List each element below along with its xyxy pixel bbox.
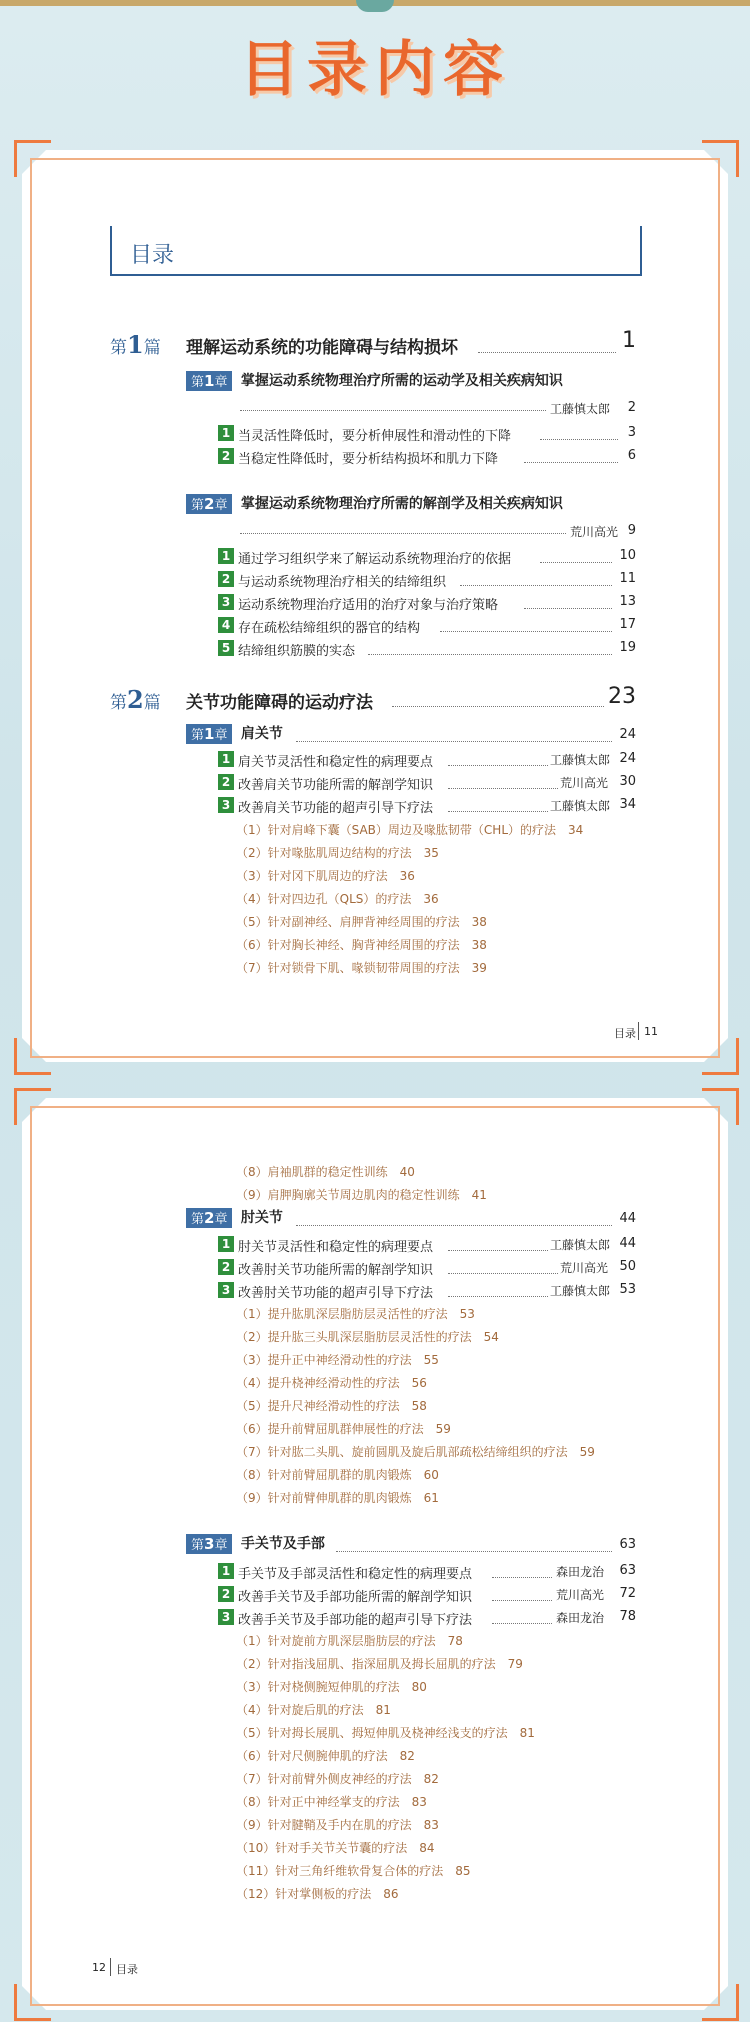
page-footer-divider (110, 1958, 111, 1976)
subsection-item: （4）提升桡神经滑动性的疗法 56 (236, 1376, 427, 1390)
subsection-item: （5）提升尺神经滑动性的疗法 58 (236, 1399, 427, 1413)
toc-leader (524, 462, 618, 463)
section-author: 森田龙治 (556, 1565, 605, 1579)
chapter-badge: 第2章 (186, 494, 232, 514)
subsection-item: （5）针对拇长展肌、拇短伸肌及桡神经浅支的疗法 81 (236, 1726, 535, 1740)
section-title: 改善手关节及手部功能所需的解剖学知识 (238, 1590, 473, 1605)
subsection-item: （10）针对手关节关节囊的疗法 84 (236, 1841, 435, 1855)
toc-leader (540, 439, 618, 440)
chapter-title: 掌握运动系统物理治疗所需的解剖学及相关疾病知识 (240, 496, 563, 512)
section-page-number: 53 (619, 1282, 636, 1297)
page-footer-divider (638, 1022, 639, 1040)
toc-leader (460, 585, 612, 586)
section-page-number: 30 (619, 774, 636, 789)
subsection-item: （9）肩胛胸廓关节周边肌肉的稳定性训练 41 (236, 1188, 487, 1202)
chapter-title: 掌握运动系统物理治疗所需的运动学及相关疾病知识 (240, 373, 563, 389)
section-number-badge: 2 (218, 571, 234, 587)
chapter-heading (186, 370, 563, 391)
section-page-number: 24 (619, 751, 636, 766)
section-number-badge: 3 (218, 1609, 234, 1625)
subsection-item: （8）针对正中神经掌支的疗法 83 (236, 1795, 427, 1809)
section-number-badge: 2 (218, 448, 234, 464)
section-page-number: 63 (619, 1563, 636, 1578)
chapter-title: 肘关节 (240, 1210, 283, 1226)
subsection-item: （6）针对胸长神经、胸背神经周围的疗法 38 (236, 938, 487, 952)
chapter-heading (186, 1533, 325, 1554)
chapter-page-number: 63 (619, 1537, 636, 1552)
corner-bracket (14, 1038, 51, 1075)
corner-bracket (702, 1038, 739, 1075)
section-title: 改善手关节及手部功能的超声引导下疗法 (238, 1613, 473, 1628)
subsection-item: （7）针对锁骨下肌、喙锁韧带周围的疗法 39 (236, 961, 487, 975)
toc-leader (392, 706, 604, 707)
chapter-badge: 第2章 (186, 1208, 232, 1228)
section-number-badge: 2 (218, 1586, 234, 1602)
section-page-number: 13 (619, 594, 636, 609)
section-page-number: 3 (627, 425, 636, 440)
part-page-number: 23 (608, 684, 636, 709)
toc-leader (448, 765, 548, 766)
corner-bracket (14, 140, 51, 177)
toc-leader (240, 533, 566, 534)
page-footer-label: 目录 (614, 1027, 636, 1040)
section-title: 改善肩关节功能的超声引导下疗法 (238, 801, 434, 816)
toc-leader (336, 1551, 612, 1552)
section-title: 通过学习组织学来了解运动系统物理治疗的依据 (238, 552, 512, 567)
subsection-item: （1）提升肱肌深层脂肪层灵活性的疗法 53 (236, 1307, 475, 1321)
page-footer-number: 12 (92, 1961, 106, 1974)
part-title: 关节功能障碍的运动疗法 (186, 693, 373, 713)
subsection-item: （11）针对三角纤维软骨复合体的疗法 85 (236, 1864, 471, 1878)
section-page-number: 6 (627, 448, 636, 463)
section-title: 当稳定性降低时，要分析结构损坏和肌力下降 (238, 452, 499, 467)
chapter-heading (186, 493, 563, 514)
section-title: 改善肘关节功能的超声引导下疗法 (238, 1286, 434, 1301)
subsection-item: （1）针对肩峰下囊（SAB）周边及喙肱韧带（CHL）的疗法 34 (236, 823, 584, 837)
section-page-number: 50 (619, 1259, 636, 1274)
section-author: 工藤慎太郎 (550, 1284, 611, 1298)
section-author: 工藤慎太郎 (550, 1238, 611, 1252)
corner-bracket (702, 1088, 739, 1125)
corner-bracket (702, 1984, 739, 2021)
chapter-page-number: 2 (627, 400, 636, 415)
chapter-title: 手关节及手部 (240, 1536, 325, 1552)
toc-leader (492, 1577, 552, 1578)
section-number-badge: 3 (218, 797, 234, 813)
subsection-item: （2）针对喙肱肌周边结构的疗法 35 (236, 846, 439, 860)
section-author: 工藤慎太郎 (550, 799, 611, 813)
section-author: 荒川高光 (556, 1588, 605, 1602)
part-title: 理解运动系统的功能障碍与结构损坏 (186, 338, 458, 358)
toc-leader (448, 788, 558, 789)
section-page-number: 44 (619, 1236, 636, 1251)
section-title: 存在疏松结缔组织的器官的结构 (238, 621, 421, 636)
section-number-badge: 5 (218, 640, 234, 656)
toc-leader (440, 631, 612, 632)
toc-leader (492, 1623, 552, 1624)
page-footer-number: 11 (644, 1025, 658, 1038)
toc-leader (478, 352, 616, 353)
toc-leader (492, 1600, 552, 1601)
section-number-badge: 2 (218, 1259, 234, 1275)
toc-leader (448, 1273, 558, 1274)
chapter-heading (186, 1207, 283, 1228)
section-title: 肘关节灵活性和稳定性的病理要点 (238, 1240, 434, 1255)
subsection-item: （3）提升正中神经滑动性的疗法 55 (236, 1353, 439, 1367)
subsection-item: （4）针对四边孔（QLS）的疗法 36 (236, 892, 439, 906)
subsection-item: （2）针对指浅屈肌、指深屈肌及拇长屈肌的疗法 79 (236, 1657, 523, 1671)
chapter-title: 肩关节 (240, 726, 283, 742)
section-page-number: 17 (619, 617, 636, 632)
toc-header-title: 目录 (130, 243, 175, 268)
part-page-number: 1 (622, 328, 636, 353)
subsection-item: （4）针对旋后肌的疗法 81 (236, 1703, 391, 1717)
section-page-number: 11 (619, 571, 636, 586)
page-footer-label: 目录 (116, 1963, 138, 1976)
toc-leader (524, 608, 612, 609)
toc-leader (448, 811, 548, 812)
section-number-badge: 1 (218, 1236, 234, 1252)
section-author: 荒川高光 (560, 1261, 609, 1275)
top-decoration-dot (356, 0, 394, 12)
toc-leader (296, 741, 612, 742)
chapter-author: 工藤慎太郎 (550, 402, 611, 416)
section-title: 与运动系统物理治疗相关的结缔组织 (238, 575, 447, 590)
section-number-badge: 2 (218, 774, 234, 790)
subsection-item: （3）针对桡侧腕短伸肌的疗法 80 (236, 1680, 427, 1694)
section-title: 改善肘关节功能所需的解剖学知识 (238, 1263, 434, 1278)
part-label: 第2篇 (110, 685, 161, 714)
subsection-item: （3）针对冈下肌周边的疗法 36 (236, 869, 415, 883)
subsection-item: （8）针对前臂屈肌群的肌肉锻炼 60 (236, 1468, 439, 1482)
chapter-badge: 第1章 (186, 371, 232, 391)
section-title: 改善肩关节功能所需的解剖学知识 (238, 778, 434, 793)
subsection-item: （12）针对掌侧板的疗法 86 (236, 1887, 399, 1901)
corner-bracket (702, 140, 739, 177)
section-number-badge: 1 (218, 751, 234, 767)
section-title: 当灵活性降低时，要分析伸展性和滑动性的下降 (238, 429, 512, 444)
toc-leader (240, 410, 546, 411)
chapter-page-number: 9 (627, 523, 636, 538)
section-page-number: 78 (619, 1609, 636, 1624)
subsection-item: （6）提升前臂屈肌群伸展性的疗法 59 (236, 1422, 451, 1436)
subsection-item: （9）针对腱鞘及手内在肌的疗法 83 (236, 1818, 439, 1832)
toc-leader (448, 1250, 548, 1251)
chapter-badge: 第1章 (186, 724, 232, 744)
section-page-number: 19 (619, 640, 636, 655)
subsection-item: （7）针对前臂外侧皮神经的疗法 82 (236, 1772, 439, 1786)
section-number-badge: 1 (218, 425, 234, 441)
corner-bracket (14, 1088, 51, 1125)
chapter-page-number: 44 (619, 1211, 636, 1226)
banner-title: 目录内容 (239, 35, 511, 105)
subsection-item: （2）提升肱三头肌深层脂肪层灵活性的疗法 54 (236, 1330, 499, 1344)
section-number-badge: 1 (218, 1563, 234, 1579)
section-number-badge: 4 (218, 617, 234, 633)
subsection-item: （5）针对副神经、肩胛背神经周围的疗法 38 (236, 915, 487, 929)
chapter-page-number: 24 (619, 727, 636, 742)
section-title: 手关节及手部灵活性和稳定性的病理要点 (238, 1567, 473, 1582)
section-page-number: 72 (619, 1586, 636, 1601)
section-title: 肩关节灵活性和稳定性的病理要点 (238, 755, 434, 770)
section-title: 运动系统物理治疗适用的治疗对象与治疗策略 (238, 598, 499, 613)
section-page-number: 10 (619, 548, 636, 563)
toc-leader (540, 562, 612, 563)
subsection-item: （1）针对旋前方肌深层脂肪层的疗法 78 (236, 1634, 463, 1648)
chapter-badge: 第3章 (186, 1534, 232, 1554)
chapter-author: 荒川高光 (570, 525, 619, 539)
toc-leader (448, 1296, 548, 1297)
toc-leader (368, 654, 612, 655)
section-author: 工藤慎太郎 (550, 753, 611, 767)
subsection-item: （6）针对尺侧腕伸肌的疗法 82 (236, 1749, 415, 1763)
section-page-number: 34 (619, 797, 636, 812)
section-title: 结缔组织筋膜的实态 (238, 644, 356, 659)
toc-header-box (110, 226, 642, 276)
toc-leader (296, 1225, 612, 1226)
part-label: 第1篇 (110, 330, 161, 359)
section-number-badge: 3 (218, 594, 234, 610)
subsection-item: （8）肩袖肌群的稳定性训练 40 (236, 1165, 415, 1179)
section-author: 荒川高光 (560, 776, 609, 790)
corner-bracket (14, 1984, 51, 2021)
chapter-heading (186, 723, 283, 744)
section-number-badge: 3 (218, 1282, 234, 1298)
subsection-item: （7）针对肱二头肌、旋前圆肌及旋后肌部疏松结缔组织的疗法 59 (236, 1445, 595, 1459)
subsection-item: （9）针对前臂伸肌群的肌肉锻炼 61 (236, 1491, 439, 1505)
section-author: 森田龙治 (556, 1611, 605, 1625)
section-number-badge: 1 (218, 548, 234, 564)
